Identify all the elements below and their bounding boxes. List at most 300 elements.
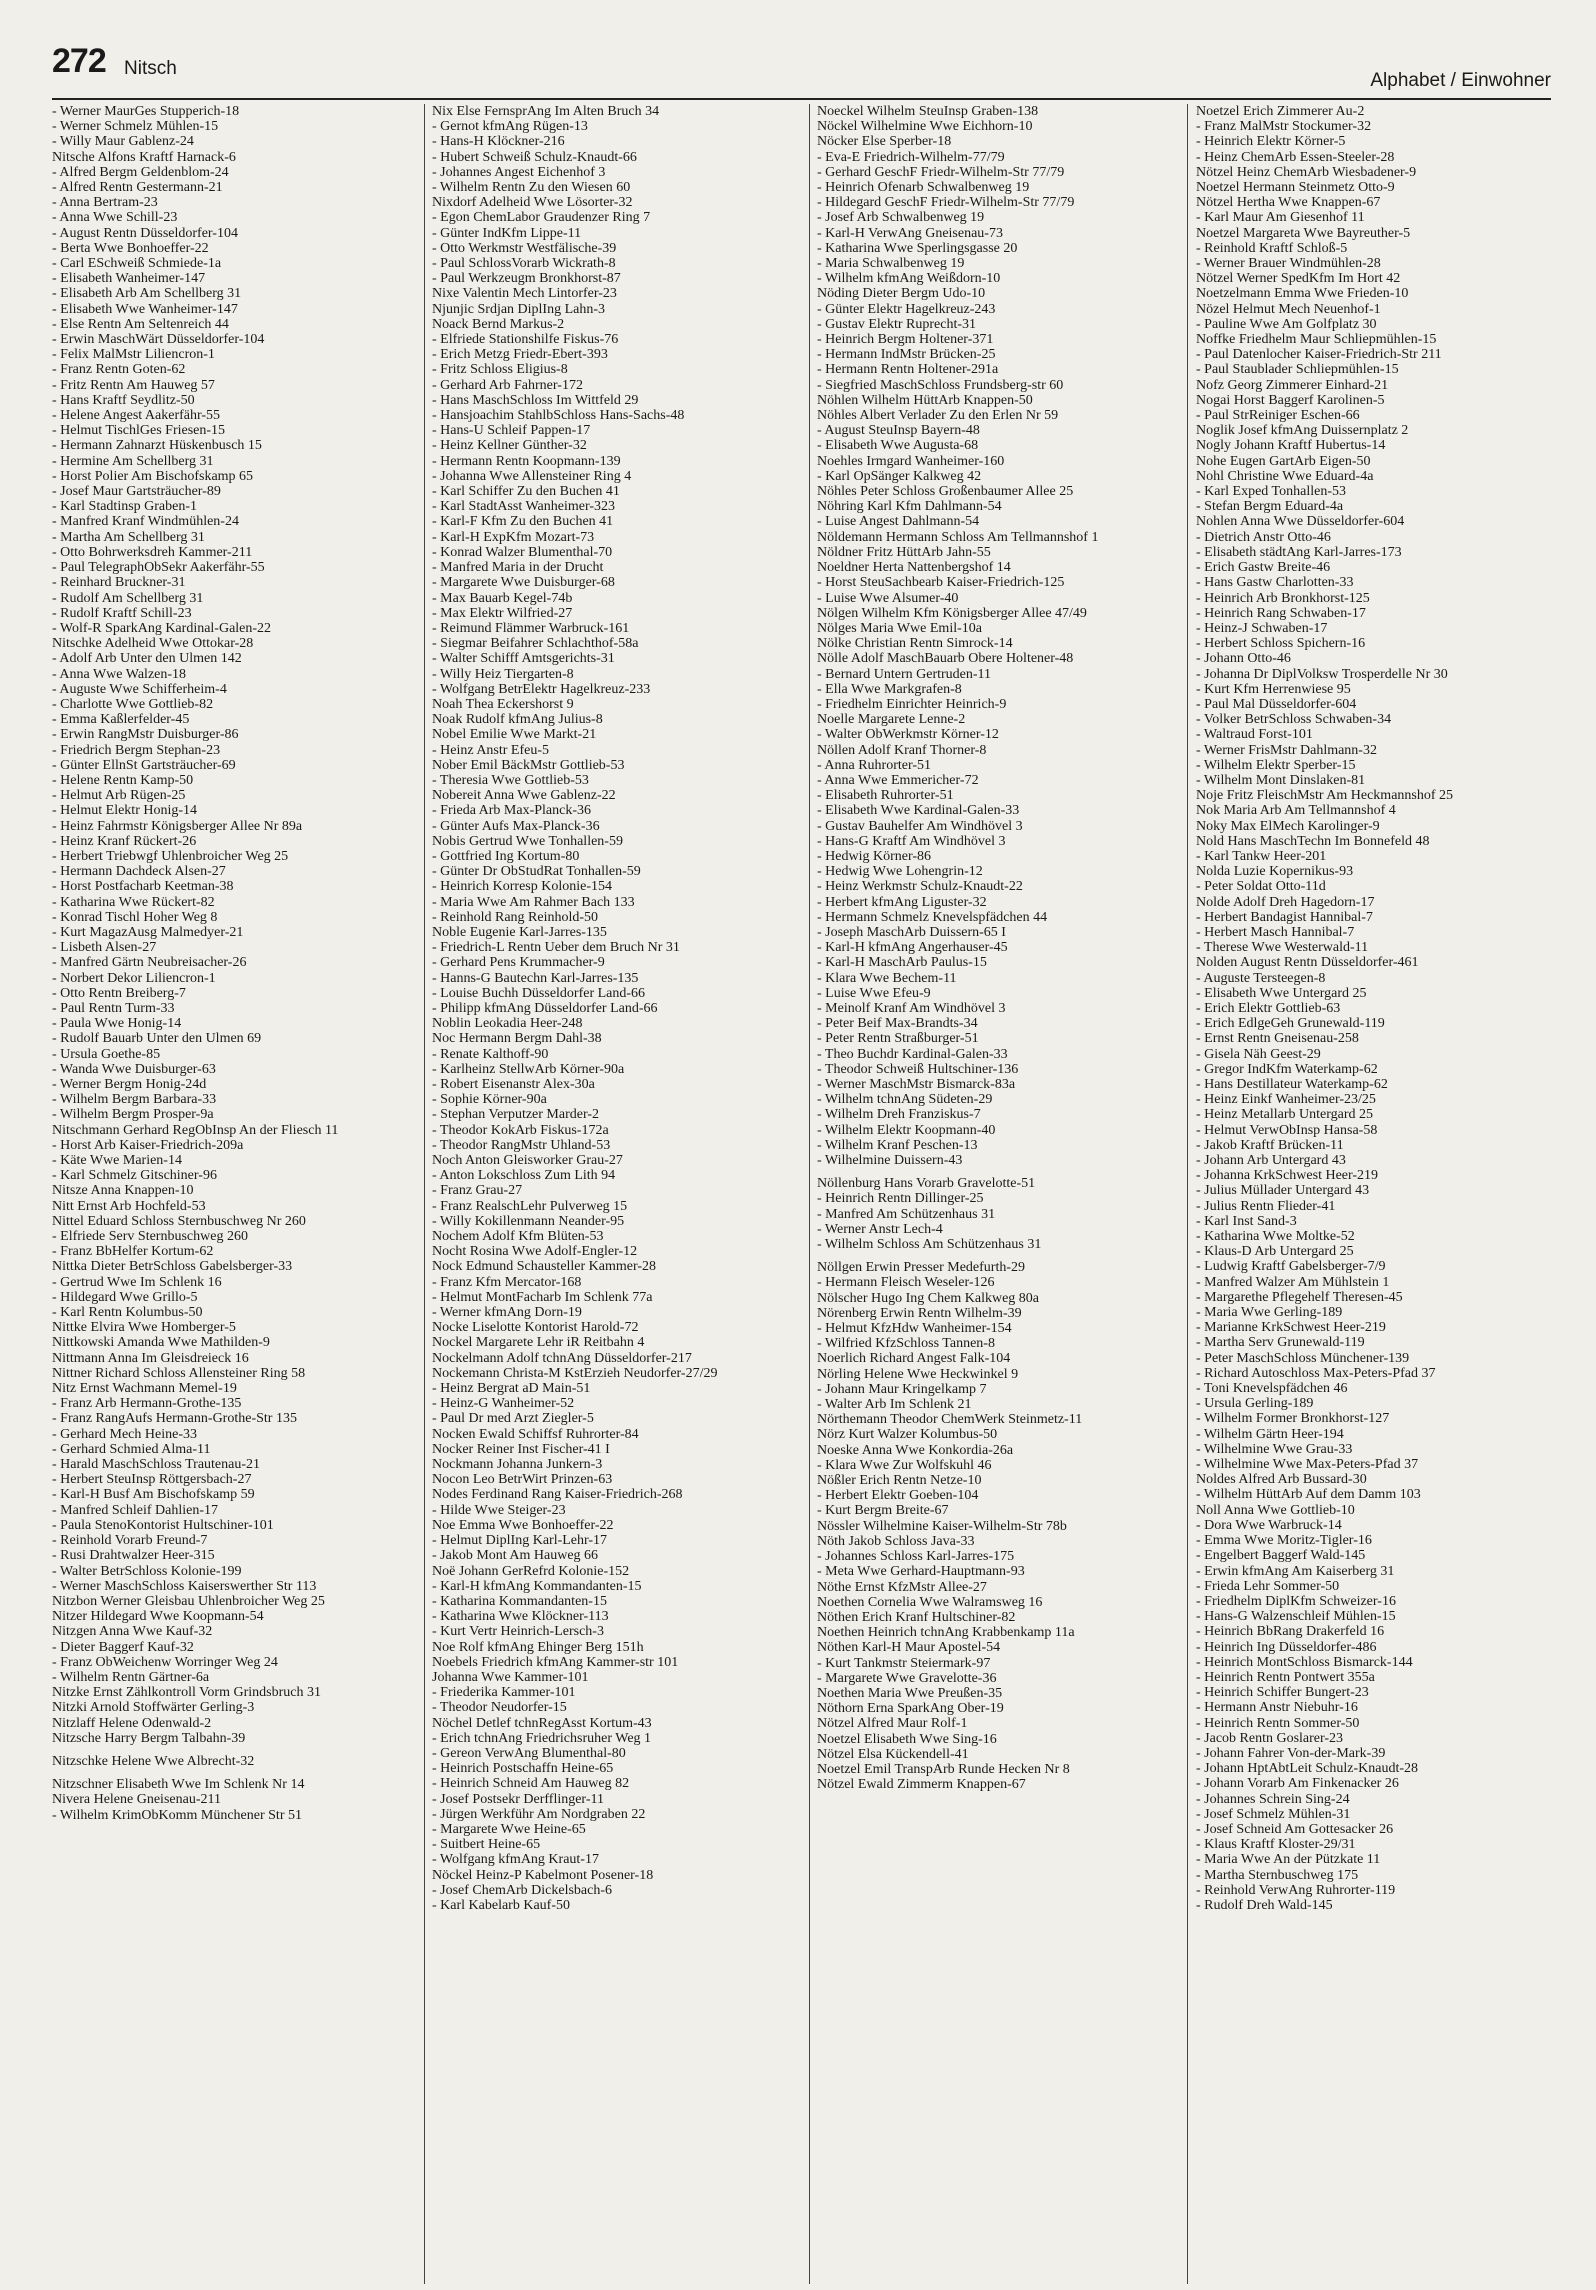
directory-entry: - Katharina Wwe Sperlingsgasse 20: [817, 240, 1018, 256]
directory-entry: - Horst Arb Kaiser-Friedrich-209a: [52, 1137, 244, 1153]
directory-entry: Nitschke Adelheid Wwe Ottokar-28: [52, 636, 254, 652]
directory-entry: - Alfred Rentn Gestermann-21: [52, 180, 223, 196]
directory-entry: Nohe Eugen GartArb Eigen-50: [1196, 453, 1371, 469]
directory-entry: - Klaus-D Arb Untergard 25: [1196, 1244, 1354, 1260]
directory-entry: - Elisabeth Wwe Kardinal-Galen-33: [817, 803, 1020, 819]
directory-entry: - Martha Sternbuschweg 175: [1196, 1867, 1359, 1883]
directory-entry: - Hanns-G Bautechn Karl-Jarres-135: [432, 970, 639, 986]
directory-entry: - Dietrich Anstr Otto-46: [1196, 529, 1331, 545]
directory-entry: Noe Rolf kfmAng Ehinger Berg 151h: [432, 1639, 644, 1655]
directory-entry: Nöllen Adolf Kranf Thorner-8: [817, 742, 987, 758]
directory-entry: Nobis Gertrud Wwe Tonhallen-59: [432, 833, 623, 849]
directory-entry: Noethen Heinrich tchnAng Krabbenkamp 11a: [817, 1625, 1075, 1641]
directory-entry: - Herbert SteuInsp Röttgersbach-27: [52, 1472, 252, 1488]
directory-entry: - Käte Wwe Marien-14: [52, 1153, 182, 1169]
directory-entry: Nitzsche Harry Bergm Talbahn-39: [52, 1730, 246, 1746]
directory-entry: - Paul Rentn Turm-33: [52, 1000, 175, 1016]
directory-entry: - Josef ChemArb Dickelsbach-6: [432, 1882, 613, 1898]
directory-entry: - Hans Gastw Charlotten-33: [1196, 575, 1354, 591]
directory-entry: - Gerhard Schmied Alma-11: [52, 1441, 211, 1457]
directory-entry: Nöchel Detlef tchnRegAsst Kortum-43: [432, 1715, 652, 1731]
directory-entry: - Rudolf Kraftf Schill-23: [52, 605, 192, 621]
directory-entry: - Gerhard Pens Krummacher-9: [432, 955, 605, 971]
directory-entry: - Hermann IndMstr Brücken-25: [817, 347, 996, 363]
directory-entry: - Rusi Drahtwalzer Heer-315: [52, 1548, 215, 1564]
directory-entry: - Jakob Mont Am Hauweg 66: [432, 1548, 599, 1564]
directory-entry: - Klaus Kraftf Kloster-29/31: [1196, 1837, 1356, 1853]
directory-entry: Noffke Friedhelm Maur Schliepmühlen-15: [1196, 332, 1437, 348]
directory-entry: - Wilhelm Schloss Am Schützenhaus 31: [817, 1237, 1042, 1253]
directory-entry: Nogly Johann Kraftf Hubertus-14: [1196, 438, 1386, 454]
directory-entry: Nöth Jakob Schloss Java-33: [817, 1533, 975, 1549]
directory-entry: - Wilhelm HüttArb Auf dem Damm 103: [1196, 1487, 1421, 1503]
directory-entry: - Martha Am Schellberg 31: [52, 529, 205, 545]
directory-entry: - Luise Wwe Efeu-9: [817, 985, 931, 1001]
directory-entry: Nötzel Alfred Maur Rolf-1: [817, 1716, 968, 1732]
directory-entry: - Rudolf Am Schellberg 31: [52, 590, 204, 606]
directory-entry: - Franz Rentn Goten-62: [52, 362, 186, 378]
directory-entry: - Ursula Gerling-189: [1196, 1396, 1314, 1412]
column-divider: [809, 104, 810, 2284]
directory-entry: - Katharina Kommandanten-15: [432, 1593, 607, 1609]
directory-entry: - August SteuInsp Bayern-48: [817, 423, 980, 439]
directory-entry: Nittkowski Amanda Wwe Mathilden-9: [52, 1335, 270, 1351]
directory-entry: Nöding Dieter Bergm Udo-10: [817, 286, 986, 302]
directory-entry: - Karl Schiffer Zu den Buchen 41: [432, 484, 620, 500]
directory-entry: - Erwin kfmAng Am Kaiserberg 31: [1196, 1563, 1395, 1579]
directory-entry: - Werner kfmAng Dorn-19: [432, 1305, 582, 1321]
directory-entry: - Helmut Arb Rügen-25: [52, 788, 186, 804]
directory-entry: - Erwin RangMstr Duisburger-86: [52, 727, 239, 743]
directory-entry: Nocon Leo BetrWirt Prinzen-63: [432, 1472, 613, 1488]
directory-entry: - Katharina Wwe Moltke-52: [1196, 1229, 1355, 1245]
directory-entry: - Paula StenoKontorist Hultschiner-101: [52, 1517, 274, 1533]
directory-entry: - Manfred Walzer Am Mühlstein 1: [1196, 1274, 1390, 1290]
directory-entry: - Paul Werkzeugm Bronkhorst-87: [432, 271, 621, 287]
directory-entry: - Kurt Vertr Heinrich-Lersch-3: [432, 1624, 604, 1640]
directory-entry: Nockmann Johanna Junkern-3: [432, 1457, 603, 1473]
directory-entry: Nohl Christine Wwe Eduard-4a: [1196, 468, 1374, 484]
directory-entry: - Waltraud Forst-101: [1196, 727, 1313, 743]
directory-entry: - Elisabeth Wwe Augusta-68: [817, 438, 979, 454]
directory-entry: - Gustav Bauhelfer Am Windhövel 3: [817, 818, 1023, 834]
directory-entry: - Josef Arb Schwalbenweg 19: [817, 210, 985, 226]
directory-entry: - Konrad Walzer Blumenthal-70: [432, 544, 613, 560]
directory-entry: Noebels Friedrich kfmAng Kammer-str 101: [432, 1654, 679, 1670]
directory-entry: - Otto Werkmstr Westfälische-39: [432, 240, 617, 256]
directory-entry: - Josef Schneid Am Gottesacker 26: [1196, 1821, 1394, 1837]
directory-entry: - Wilhelm Rentn Zu den Wiesen 60: [432, 180, 631, 196]
directory-entry: - Stephan Verputzer Marder-2: [432, 1107, 600, 1123]
directory-entry: - Walter Schifff Amtsgerichts-31: [432, 651, 615, 667]
directory-entry: - Gertrud Wwe Im Schlenk 16: [52, 1274, 222, 1290]
directory-entry: Nitzlaff Helene Odenwald-2: [52, 1715, 212, 1731]
directory-entry: - Hans-H Klöckner-216: [432, 134, 565, 150]
directory-entry: - Horst SteuSachbearb Kaiser-Friedrich-125: [817, 575, 1065, 591]
directory-entry: - Manfred Maria in der Drucht: [432, 560, 604, 576]
directory-entry: - Julius Müllader Untergard 43: [1196, 1183, 1370, 1199]
directory-entry: - Walter Arb Im Schlenk 21: [817, 1397, 972, 1413]
directory-entry: Nold Hans MaschTechn Im Bonnefeld 48: [1196, 833, 1430, 849]
directory-entry: - Maria Schwalbenweg 19: [817, 256, 965, 272]
directory-entry: - Meta Wwe Gerhard-Hauptmann-93: [817, 1564, 1025, 1580]
directory-entry: - Paula Wwe Honig-14: [52, 1016, 182, 1032]
directory-entry: - Louise Buchh Düsseldorfer Land-66: [432, 985, 646, 1001]
directory-entry: - Franz BbHelfer Kortum-62: [52, 1244, 214, 1260]
directory-entry: Noble Eugenie Karl-Jarres-135: [432, 924, 607, 940]
directory-entry: Nolda Luzie Kopernikus-93: [1196, 864, 1354, 880]
directory-entry: - Volker BetrSchloss Schwaben-34: [1196, 712, 1392, 728]
directory-entry: - Paul SchlossVorarb Wickrath-8: [432, 256, 616, 272]
directory-entry: - Hermann Rentn Holtener-291a: [817, 362, 999, 378]
directory-entry: - Auguste Tersteegen-8: [1196, 970, 1326, 986]
directory-entry: - Max Elektr Wilfried-27: [432, 605, 573, 621]
directory-entry: - Johanna Wwe Allensteiner Ring 4: [432, 468, 632, 484]
directory-entry: Nötzel Werner SpedKfm Im Hort 42: [1196, 271, 1401, 287]
directory-entry: - Maria Wwe An der Pützkate 11: [1196, 1852, 1381, 1868]
directory-entry: - Peter MaschSchloss Münchener-139: [1196, 1350, 1410, 1366]
directory-entry: Nitzbon Werner Gleisbau Uhlenbroicher Weg 25: [52, 1593, 325, 1609]
directory-entry: - Karl-H MaschArb Paulus-15: [817, 955, 987, 971]
directory-entry: Noack Bernd Markus-2: [432, 316, 565, 332]
directory-entry: - Heinz Werkmstr Schulz-Knaudt-22: [817, 879, 1023, 895]
directory-entry: Nörling Helene Wwe Heckwinkel 9: [817, 1366, 1019, 1382]
directory-entry: Nitsze Anna Knappen-10: [52, 1183, 194, 1199]
directory-entry: - Johann Maur Kringelkamp 7: [817, 1381, 987, 1397]
directory-entry: Nölgen Wilhelm Kfm Königsberger Allee 47/49: [817, 605, 1087, 621]
directory-entry: - Josef Maur Gartsträucher-89: [52, 484, 221, 500]
directory-entry: - Hildegard GeschF Friedr-Wilhelm-Str 77/79: [817, 195, 1075, 211]
directory-entry: - Stefan Bergm Eduard-4a: [1196, 499, 1344, 515]
directory-entry: - Günter Elektr Hagelkreuz-243: [817, 301, 996, 317]
directory-entry: Nocker Reiner Inst Fischer-41 I: [432, 1441, 610, 1457]
directory-entry: Nitzschner Elisabeth Wwe Im Schlenk Nr 14: [52, 1777, 305, 1793]
directory-entry: Noetzelmann Emma Wwe Frieden-10: [1196, 286, 1409, 302]
directory-entry: - Hermann Anstr Niebuhr-16: [1196, 1700, 1358, 1716]
directory-entry: Noah Thea Eckershorst 9: [432, 696, 574, 712]
directory-entry: - Paul Mal Düsseldorfer-604: [1196, 696, 1357, 712]
directory-entry: - Hermann Schmelz Knevelspfädchen 44: [817, 909, 1048, 925]
column-3: [817, 104, 1179, 2279]
directory-entry: Nöldemann Hermann Schloss Am Tellmannshof 1: [817, 529, 1099, 545]
directory-entry: - Herbert Elektr Goeben-104: [817, 1488, 979, 1504]
directory-entry: - Karl Rentn Kolumbus-50: [52, 1305, 203, 1321]
directory-entry: Nix Else FernsprAng Im Alten Bruch 34: [432, 104, 660, 119]
directory-entry: - Engelbert Baggerf Wald-145: [1196, 1548, 1366, 1564]
directory-entry: Nitschmann Gerhard RegObInsp An der Fliesch 11: [52, 1122, 339, 1138]
directory-entry: Noetzel Erich Zimmerer Au-2: [1196, 104, 1365, 119]
directory-entry: Noglik Josef kfmAng Duissernplatz 2: [1196, 423, 1409, 439]
directory-entry: Nötzel Ewald Zimmerm Knappen-67: [817, 1777, 1026, 1793]
directory-entry: - Elisabeth Arb Am Schellberg 31: [52, 286, 242, 302]
directory-entry: - Heinz Kellner Günther-32: [432, 438, 587, 454]
directory-entry: - Wilhelm Rentn Gärtner-6a: [52, 1669, 210, 1685]
directory-entry: - Otto Bohrwerksdreh Kammer-211: [52, 544, 253, 560]
directory-entry: - Horst Polier Am Bischofskamp 65: [52, 468, 254, 484]
directory-entry: - Anna Wwe Walzen-18: [52, 666, 187, 682]
directory-entry: - Berta Wwe Bonhoeffer-22: [52, 240, 209, 256]
directory-entry: - Erich EdlgeGeh Grunewald-119: [1196, 1016, 1385, 1032]
directory-entry: - Friedhelm DiplKfm Schweizer-16: [1196, 1593, 1396, 1609]
directory-entry: Nogai Horst Baggerf Karolinen-5: [1196, 392, 1385, 408]
directory-entry: [817, 1168, 1179, 1176]
directory-entry: - Ernst Rentn Gneisenau-258: [1196, 1031, 1359, 1047]
directory-entry: - Margarete Wwe Heine-65: [432, 1821, 586, 1837]
directory-entry: - Johannes Schloss Karl-Jarres-175: [817, 1549, 1015, 1565]
directory-entry: - Heinrich Bergm Holtener-371: [817, 332, 994, 348]
header-rule: [52, 98, 1551, 100]
directory-entry: - Manfred Schleif Dahlien-17: [52, 1502, 218, 1518]
directory-entry: - Johann Arb Untergard 43: [1196, 1153, 1346, 1169]
directory-entry: - Franz MalMstr Stockumer-32: [1196, 119, 1372, 135]
directory-entry: Nörenberg Erwin Rentn Wilhelm-39: [817, 1305, 1022, 1321]
directory-entry: - Anna Ruhrorter-51: [817, 757, 932, 773]
directory-entry: - Karl Exped Tonhallen-53: [1196, 484, 1346, 500]
directory-entry: - Heinz-G Wanheimer-52: [432, 1396, 575, 1412]
directory-entry: - Marianne KrkSchwest Heer-219: [1196, 1320, 1386, 1336]
directory-entry: - Karl Stadtinsp Graben-1: [52, 499, 198, 515]
directory-entry: - Gerhard GeschF Friedr-Wilhelm-Str 77/79: [817, 164, 1065, 180]
directory-entry: Noetzel Margareta Wwe Bayreuther-5: [1196, 225, 1411, 241]
directory-entry: - Gregor IndKfm Waterkamp-62: [1196, 1061, 1378, 1077]
directory-entry: - Walter ObWerkmstr Körner-12: [817, 727, 999, 743]
directory-entry: Nörthemann Theodor ChemWerk Steinmetz-11: [817, 1412, 1083, 1428]
directory-entry: Nöthorn Erna SparkAng Ober-19: [817, 1701, 1004, 1717]
directory-entry: - Eva-E Friedrich-Wilhelm-77/79: [817, 149, 1005, 165]
directory-entry: - Werner Schmelz Mühlen-15: [52, 119, 219, 135]
directory-entry: - Josef Schmelz Mühlen-31: [1196, 1806, 1351, 1822]
directory-entry: - Willy Maur Gablenz-24: [52, 134, 194, 150]
directory-entry: - Heinz Kranf Rückert-26: [52, 833, 197, 849]
directory-entry: - Friedrich Bergm Stephan-23: [52, 742, 221, 758]
directory-entry: - Wilhelm Kranf Peschen-13: [817, 1137, 978, 1153]
directory-entry: - Elisabeth Wwe Untergard 25: [1196, 985, 1367, 1001]
directory-entry: - Kurt Tankmstr Steiermark-97: [817, 1655, 991, 1671]
directory-entry: [52, 1769, 417, 1777]
directory-entry: - Willy Heiz Tiergarten-8: [432, 666, 574, 682]
directory-entry: - Siegmar Beifahrer Schlachthof-58a: [432, 636, 639, 652]
directory-entry: - Joseph MaschArb Duissern-65 I: [817, 924, 1006, 940]
directory-entry: - Erwin MaschWärt Düsseldorfer-104: [52, 332, 265, 348]
directory-entry: Nöllgen Erwin Presser Medefurth-29: [817, 1260, 1026, 1276]
directory-entry: Nolde Adolf Dreh Hagedorn-17: [1196, 894, 1375, 910]
directory-entry: - Wilhelm Former Bronkhorst-127: [1196, 1411, 1390, 1427]
directory-entry: - Hans-G Kraftf Am Windhövel 3: [817, 833, 1006, 849]
directory-entry: - Rudolf Dreh Wald-145: [1196, 1897, 1333, 1913]
directory-entry: - Herbert Schloss Spichern-16: [1196, 636, 1366, 652]
directory-entry: Noc Hermann Bergm Dahl-38: [432, 1031, 602, 1047]
directory-entry: Nittner Richard Schloss Allensteiner Ring 58: [52, 1365, 306, 1381]
directory-entry: - Hilde Wwe Steiger-23: [432, 1502, 566, 1518]
directory-entry: - Wolfgang kfmAng Kraut-17: [432, 1852, 599, 1868]
directory-entry: - Hermann Fleisch Weseler-126: [817, 1275, 995, 1291]
directory-entry: - Paul Staublader Schliepmühlen-15: [1196, 362, 1399, 378]
page-header: [52, 38, 1551, 98]
directory-entry: - Johann HptAbtLeit Schulz-Knaudt-28: [1196, 1761, 1419, 1777]
directory-entry: - Johannes Angest Eichenhof 3: [432, 164, 606, 180]
directory-entry: - Robert Eisenanstr Alex-30a: [432, 1077, 595, 1092]
directory-entry: - Harald MaschSchloss Trautenau-21: [52, 1457, 261, 1473]
directory-entry: Noldes Alfred Arb Bussard-30: [1196, 1472, 1367, 1488]
directory-entry: - August Rentn Düsseldorfer-104: [52, 225, 238, 241]
directory-entry: - Heinrich Rentn Pontwert 355a: [1196, 1669, 1375, 1685]
directory-entry: - Josef Postsekr Derfflinger-11: [432, 1791, 604, 1807]
directory-entry: - Meinolf Kranf Am Windhövel 3: [817, 1000, 1006, 1016]
directory-entry: - Pauline Wwe Am Golfplatz 30: [1196, 316, 1377, 332]
directory-entry: - Elisabeth städtAng Karl-Jarres-173: [1196, 544, 1402, 560]
directory-entry: Nöhles Albert Verlader Zu den Erlen Nr 59: [817, 408, 1059, 424]
directory-entry: - Helmut KfzHdw Wanheimer-154: [817, 1321, 1012, 1337]
directory-entry: - Erich Elektr Gottlieb-63: [1196, 1000, 1341, 1016]
directory-entry: Nohlen Anna Wwe Düsseldorfer-604: [1196, 514, 1405, 530]
directory-entry: - Dora Wwe Warbruck-14: [1196, 1517, 1342, 1533]
directory-entry: - Reinhold Rang Reinhold-50: [432, 909, 599, 925]
directory-entry: - Margarete Wwe Gravelotte-36: [817, 1670, 997, 1686]
directory-entry: - Erich Metzg Friedr-Ebert-393: [432, 347, 608, 363]
directory-entry: - Otto Rentn Breiberg-7: [52, 985, 186, 1001]
directory-entry: - Heinrich Rentn Dillinger-25: [817, 1191, 984, 1207]
directory-entry: - Reimund Flämmer Warbruck-161: [432, 620, 630, 636]
directory-entry: - Wilhelm Mont Dinslaken-81: [1196, 772, 1366, 788]
directory-entry: - Franz RealschLehr Pulverweg 15: [432, 1198, 628, 1214]
directory-entry: Nockel Margarete Lehr iR Reitbahn 4: [432, 1335, 645, 1351]
directory-entry: - Adolf Arb Unter den Ulmen 142: [52, 651, 242, 667]
directory-entry: - Hans Kraftf Seydlitz-50: [52, 392, 195, 408]
directory-entry: - Wilfried KfzSchloss Tannen-8: [817, 1336, 995, 1352]
directory-entry: Nitt Ernst Arb Hochfeld-53: [52, 1198, 206, 1214]
directory-entry: - Hedwig Körner-86: [817, 848, 932, 864]
directory-entry: Noeckel Wilhelm SteuInsp Graben-138: [817, 104, 1039, 119]
directory-entry: Nochem Adolf Kfm Blüten-53: [432, 1229, 604, 1245]
directory-entry: - Reinhold VerwAng Ruhrorter-119: [1196, 1882, 1396, 1898]
directory-entry: - Theodor Schweiß Hultschiner-136: [817, 1061, 1019, 1077]
directory-entry: Nölke Christian Rentn Simrock-14: [817, 636, 1013, 652]
directory-entry: Nitz Ernst Wachmann Memel-19: [52, 1381, 237, 1397]
directory-entry: - Franz Arb Hermann-Grothe-135: [52, 1396, 242, 1412]
directory-entry: Noky Max ElMech Karolinger-9: [1196, 818, 1380, 834]
directory-entry: - Hermine Am Schellberg 31: [52, 453, 214, 469]
directory-entry: - Heinz Fahrmstr Königsberger Allee Nr 89a: [52, 818, 303, 834]
directory-entry: - Gerhard Arb Fahrner-172: [432, 377, 583, 393]
directory-entry: Nober Emil BäckMstr Gottlieb-53: [432, 757, 625, 773]
directory-entry: - Wilhelm Dreh Franziskus-7: [817, 1107, 981, 1123]
directory-entry: - Peter Soldat Otto-11d: [1196, 879, 1326, 895]
directory-entry: - Ella Wwe Markgrafen-8: [817, 681, 962, 697]
directory-entry: Nöllenburg Hans Vorarb Gravelotte-51: [817, 1176, 1036, 1192]
directory-entry: - Gottfried Ing Kortum-80: [432, 848, 580, 864]
directory-entry: - Ludwig Kraftf Gabelsberger-7/9: [1196, 1259, 1386, 1275]
directory-entry: - Wilhelm Gärtn Heer-194: [1196, 1426, 1344, 1442]
directory-entry: - Herbert Triebwgf Uhlenbroicher Weg 25: [52, 848, 289, 864]
directory-entry: Nöthe Ernst KfzMstr Allee-27: [817, 1579, 987, 1595]
directory-entry: Nötzel Hertha Wwe Knappen-67: [1196, 195, 1381, 211]
directory-entry: - Margarethe Pflegehelf Theresen-45: [1196, 1289, 1403, 1305]
directory-entry: - Wilhelm kfmAng Weißdorn-10: [817, 271, 1001, 287]
directory-entry: - Siegfried MaschSchloss Frundsberg-str 60: [817, 377, 1064, 393]
directory-entry: - Wolf-R SparkAng Kardinal-Galen-22: [52, 620, 272, 636]
directory-entry: - Franz ObWeichenw Worringer Weg 24: [52, 1654, 278, 1670]
directory-entry: - Hermann Zahnarzt Hüskenbusch 15: [52, 438, 262, 454]
column-divider: [424, 104, 425, 2284]
directory-entry: - Theresia Wwe Gottlieb-53: [432, 772, 589, 788]
directory-entry: - Emma Kaßlerfelder-45: [52, 712, 190, 728]
directory-entry: - Reinhold Kraftf Schloß-5: [1196, 240, 1348, 256]
directory-entry: Nockelmann Adolf tchnAng Düsseldorfer-217: [432, 1350, 692, 1366]
directory-entry: - Hildegard Wwe Grillo-5: [52, 1289, 198, 1305]
directory-entry: - Else Rentn Am Seltenreich 44: [52, 316, 229, 332]
directory-entry: - Helmut MontFacharb Im Schlenk 77a: [432, 1289, 653, 1305]
directory-entry: Noeldner Herta Nattenbergshof 14: [817, 560, 1011, 576]
directory-entry: - Elfriede Serv Sternbuschweg 260: [52, 1229, 248, 1245]
directory-entry: - Hedwig Wwe Lohengrin-12: [817, 864, 983, 880]
directory-entry: - Franz Kfm Mercator-168: [432, 1274, 582, 1290]
directory-entry: Nöcker Else Sperber-18: [817, 134, 952, 150]
directory-entry: Nofz Georg Zimmerer Einhard-21: [1196, 377, 1389, 393]
directory-entry: - Werner Brauer Windmühlen-28: [1196, 256, 1381, 272]
directory-entry: Nolden August Rentn Düsseldorfer-461: [1196, 955, 1419, 971]
directory-entry: - Günter Dr ObStudRat Tonhallen-59: [432, 864, 641, 880]
directory-entry: - Peter Beif Max-Brandts-34: [817, 1016, 978, 1032]
directory-entry: - Karl Inst Sand-3: [1196, 1213, 1297, 1229]
directory-entry: - Manfred Gärtn Neubreisacher-26: [52, 955, 247, 971]
directory-entry: - Heinrich MontSchloss Bismarck-144: [1196, 1654, 1413, 1670]
directory-entry: - Manfred Am Schützenhaus 31: [817, 1206, 996, 1222]
directory-entry: Nössler Wilhelmine Kaiser-Wilhelm-Str 78b: [817, 1518, 1067, 1534]
directory-entry: Nivera Helene Gneisenau-211: [52, 1792, 221, 1808]
directory-entry: - Herbert Masch Hannibal-7: [1196, 924, 1355, 940]
directory-entry: - Anna Bertram-23: [52, 195, 158, 211]
directory-entry: Noehles Irmgard Wanheimer-160: [817, 453, 1005, 469]
directory-entry: Noje Fritz FleischMstr Am Heckmannshof 25: [1196, 788, 1454, 804]
directory-entry: - Wilhelm Bergm Prosper-9a: [52, 1107, 214, 1123]
directory-entry: Nöthen Karl-H Maur Apostel-54: [817, 1640, 1001, 1656]
directory-entry: - Auguste Wwe Schifferheim-4: [52, 681, 227, 697]
directory-entry: Nittmann Anna Im Gleisdreieck 16: [52, 1350, 249, 1366]
directory-entry: - Heinz Metallarb Untergard 25: [1196, 1107, 1374, 1123]
directory-entry: - Gereon VerwAng Blumenthal-80: [432, 1745, 626, 1761]
directory-entry: - Fritz Rentn Am Hauweg 57: [52, 377, 215, 393]
directory-entry: Nöckel Wilhelmine Wwe Eichhorn-10: [817, 119, 1033, 135]
directory-entry: - Werner MaschMstr Bismarck-83a: [817, 1077, 1016, 1092]
directory-entry: - Friederika Kammer-101: [432, 1685, 576, 1701]
directory-entry: Noerlich Richard Angest Falk-104: [817, 1351, 1011, 1367]
directory-entry: - Erich tchnAng Friedrichsruher Weg 1: [432, 1730, 652, 1746]
directory-entry: - Heinrich Rentn Sommer-50: [1196, 1715, 1360, 1731]
directory-entry: - Philipp kfmAng Düsseldorfer Land-66: [432, 1000, 658, 1016]
directory-entry: - Werner FrisMstr Dahlmann-32: [1196, 742, 1377, 758]
directory-entry: - Klara Wwe Bechem-11: [817, 970, 957, 986]
directory-entry: - Heinz Bergrat aD Main-51: [432, 1381, 591, 1397]
directory-entry: - Hubert Schweiß Schulz-Knaudt-66: [432, 149, 637, 165]
directory-entry: Nobereit Anna Wwe Gablenz-22: [432, 788, 616, 804]
directory-entry: - Heinrich Ing Düsseldorfer-486: [1196, 1639, 1377, 1655]
directory-entry: - Werner Anstr Lech-4: [817, 1221, 943, 1237]
directory-entry: - Heinz Anstr Efeu-5: [432, 742, 550, 758]
directory-entry: - Karl Schmelz Gitschiner-96: [52, 1168, 217, 1184]
page-name: Nitsch: [124, 58, 177, 79]
directory-entry: - Paul Dr med Arzt Ziegler-5: [432, 1411, 594, 1427]
directory-entry: - Theodor RangMstr Uhland-53: [432, 1137, 611, 1153]
directory-entry: - Richard Autoschloss Max-Peters-Pfad 37: [1196, 1365, 1436, 1381]
directory-entry: - Karl-F Kfm Zu den Buchen 41: [432, 514, 614, 530]
directory-entry: - Johann Fahrer Von-der-Mark-39: [1196, 1745, 1386, 1761]
directory-entry: - Margarete Wwe Duisburger-68: [432, 575, 615, 591]
directory-entry: - Günter Aufs Max-Planck-36: [432, 818, 600, 834]
directory-entry: - Karlheinz StellwArb Körner-90a: [432, 1061, 625, 1077]
directory-entry: - Konrad Tischl Hoher Weg 8: [52, 909, 218, 925]
directory-entry: - Wilhelmine Duissern-43: [817, 1153, 963, 1169]
column-2: [432, 104, 802, 2279]
